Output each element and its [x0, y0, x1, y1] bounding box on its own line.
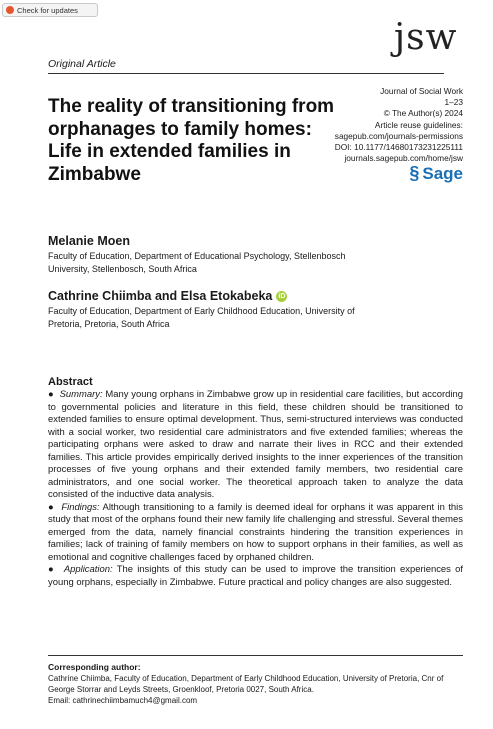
findings-label: Findings:	[61, 501, 100, 513]
update-icon	[6, 6, 14, 14]
application-text: The insights of this study can be used to improve the transition experiences of young orphans, especially in Zimbabwe. Future practical and policy changes are also suggested.	[48, 564, 464, 588]
corresponding-author-heading: Corresponding author:	[48, 662, 141, 672]
findings-text: Although transitioning to a family is deemed ideal for orphans it was apparent in this study that most of the orphans found their new family life challenging and stressful. Several themes emerged from the data, namely financial constraints hindering the transition experiences in families; lack of training of family members on how to support orphans in their families, as well as emotional and cognitive challenges faced by orphaned children.	[48, 501, 464, 563]
header-divider	[48, 73, 444, 74]
abstract-application: ● Application: The insights of this study can be used to improve the transition experiences of young orphans, especially in Zimbabwe. Future practical and policy changes are also suggested.	[48, 564, 464, 588]
footer-divider	[48, 655, 463, 656]
journal-home-link[interactable]: journals.sagepub.com/home/jsw	[344, 153, 463, 164]
abstract-findings: ● Findings: Although transitioning to a family is deemed ideal for orphans it was apparent in this study that most of the orphans found their new family life challenging and stressful. Several themes emerged from the data, namely financial constraints hindering the transition experiences in families; lack of training of family members on how to support orphans in their families, as well as emotional and cognitive challenges faced by orphaned children.	[48, 501, 464, 563]
corresponding-author	[48, 662, 468, 706]
orcid-icon[interactable]: iD	[278, 292, 286, 300]
doi[interactable]: DOI: 10.1177/14680173231225111	[334, 142, 463, 153]
copyright: © The Author(s) 2024	[383, 108, 463, 119]
page-range: 1–23	[444, 97, 463, 108]
permissions-link[interactable]: sagepub.com/journals-permissions	[334, 130, 463, 141]
author-names	[48, 289, 287, 303]
author-affiliation: Faculty of Education, Department of Early Childhood Education, University of Pretoria, Pretoria, South Africa	[48, 306, 355, 329]
summary-label: Summary:	[59, 389, 103, 400]
publisher-name: Sage	[422, 163, 463, 183]
author-name: Cathrine Chiimba and Elsa Etokabeka	[48, 289, 273, 303]
article-title: The reality of transitioning from orphanages to family homes: Life in extended families in Zimbabwe	[48, 96, 335, 185]
publisher-logo	[409, 163, 463, 184]
abstract-heading: Abstract	[48, 376, 93, 388]
sage-s-icon: §	[409, 163, 420, 183]
abstract-body	[48, 389, 463, 589]
article-type: Original Article	[48, 58, 116, 70]
corresponding-author-email[interactable]: Email: cathrinechiimbamuch4@gmail.com	[48, 696, 198, 705]
corresponding-author-address: Cathrine Chiimba, Faculty of Education, Department of Early Childhood Education, University of Pretoria, Cnr of George Storrar and Leyds Streets, Groenkloof, Pretoria 0027, South Africa.	[48, 674, 444, 694]
check-for-updates-label: Check for updates	[17, 5, 78, 15]
journal-name: Journal of Social Work	[380, 86, 463, 96]
reuse-guidelines: Article reuse guidelines:	[374, 119, 463, 130]
check-for-updates-button[interactable]	[2, 3, 98, 17]
author-affiliation: Faculty of Education, Department of Educational Psychology, Stellenbosch University, Stellenbosch, South Africa	[48, 251, 346, 274]
application-label: Application:	[63, 564, 113, 575]
summary-text: Many young orphans in Zimbabwe grow up in residential care facilities, but according to governmental policies and literature in this field, these children should be transitioned to extended families to ensure optimal development. Thus, semi-structured interviews was conducted with a social worker, two residential care administrators and five extended families; whereas the participating orphans were asked to draw and narrate their lives in RCC and their extended families. This article provides empirically derived insights to the inner experiences of the transition processes of five young orphans and their extended family members, two residential care administrators, and one social worker. The theoretical approach taken to analyze the data consisted of the inductive data analysis.	[48, 389, 463, 500]
author-name: Melanie Moen	[48, 234, 130, 248]
abstract-summary: ● Summary: Many young orphans in Zimbabwe grow up in residential care facilities, but according to governmental policies and literature in this field, these children should be transitioned to extended families to ensure optimal development. Thus, semi-structured interviews was conducted with a social worker, two residential care administrators and five extended families; whereas the participating orphans were asked to draw and narrate their lives in RCC and their extended families. This article provides empirically derived insights to the inner experiences of the transition processes of five young orphans and their extended family members, two residential care administrators, and one social worker. The theoretical approach taken to analyze the data consisted of the inductive data analysis.	[48, 389, 463, 500]
journal-logo: jsw	[394, 17, 458, 58]
journal-info	[335, 86, 463, 164]
